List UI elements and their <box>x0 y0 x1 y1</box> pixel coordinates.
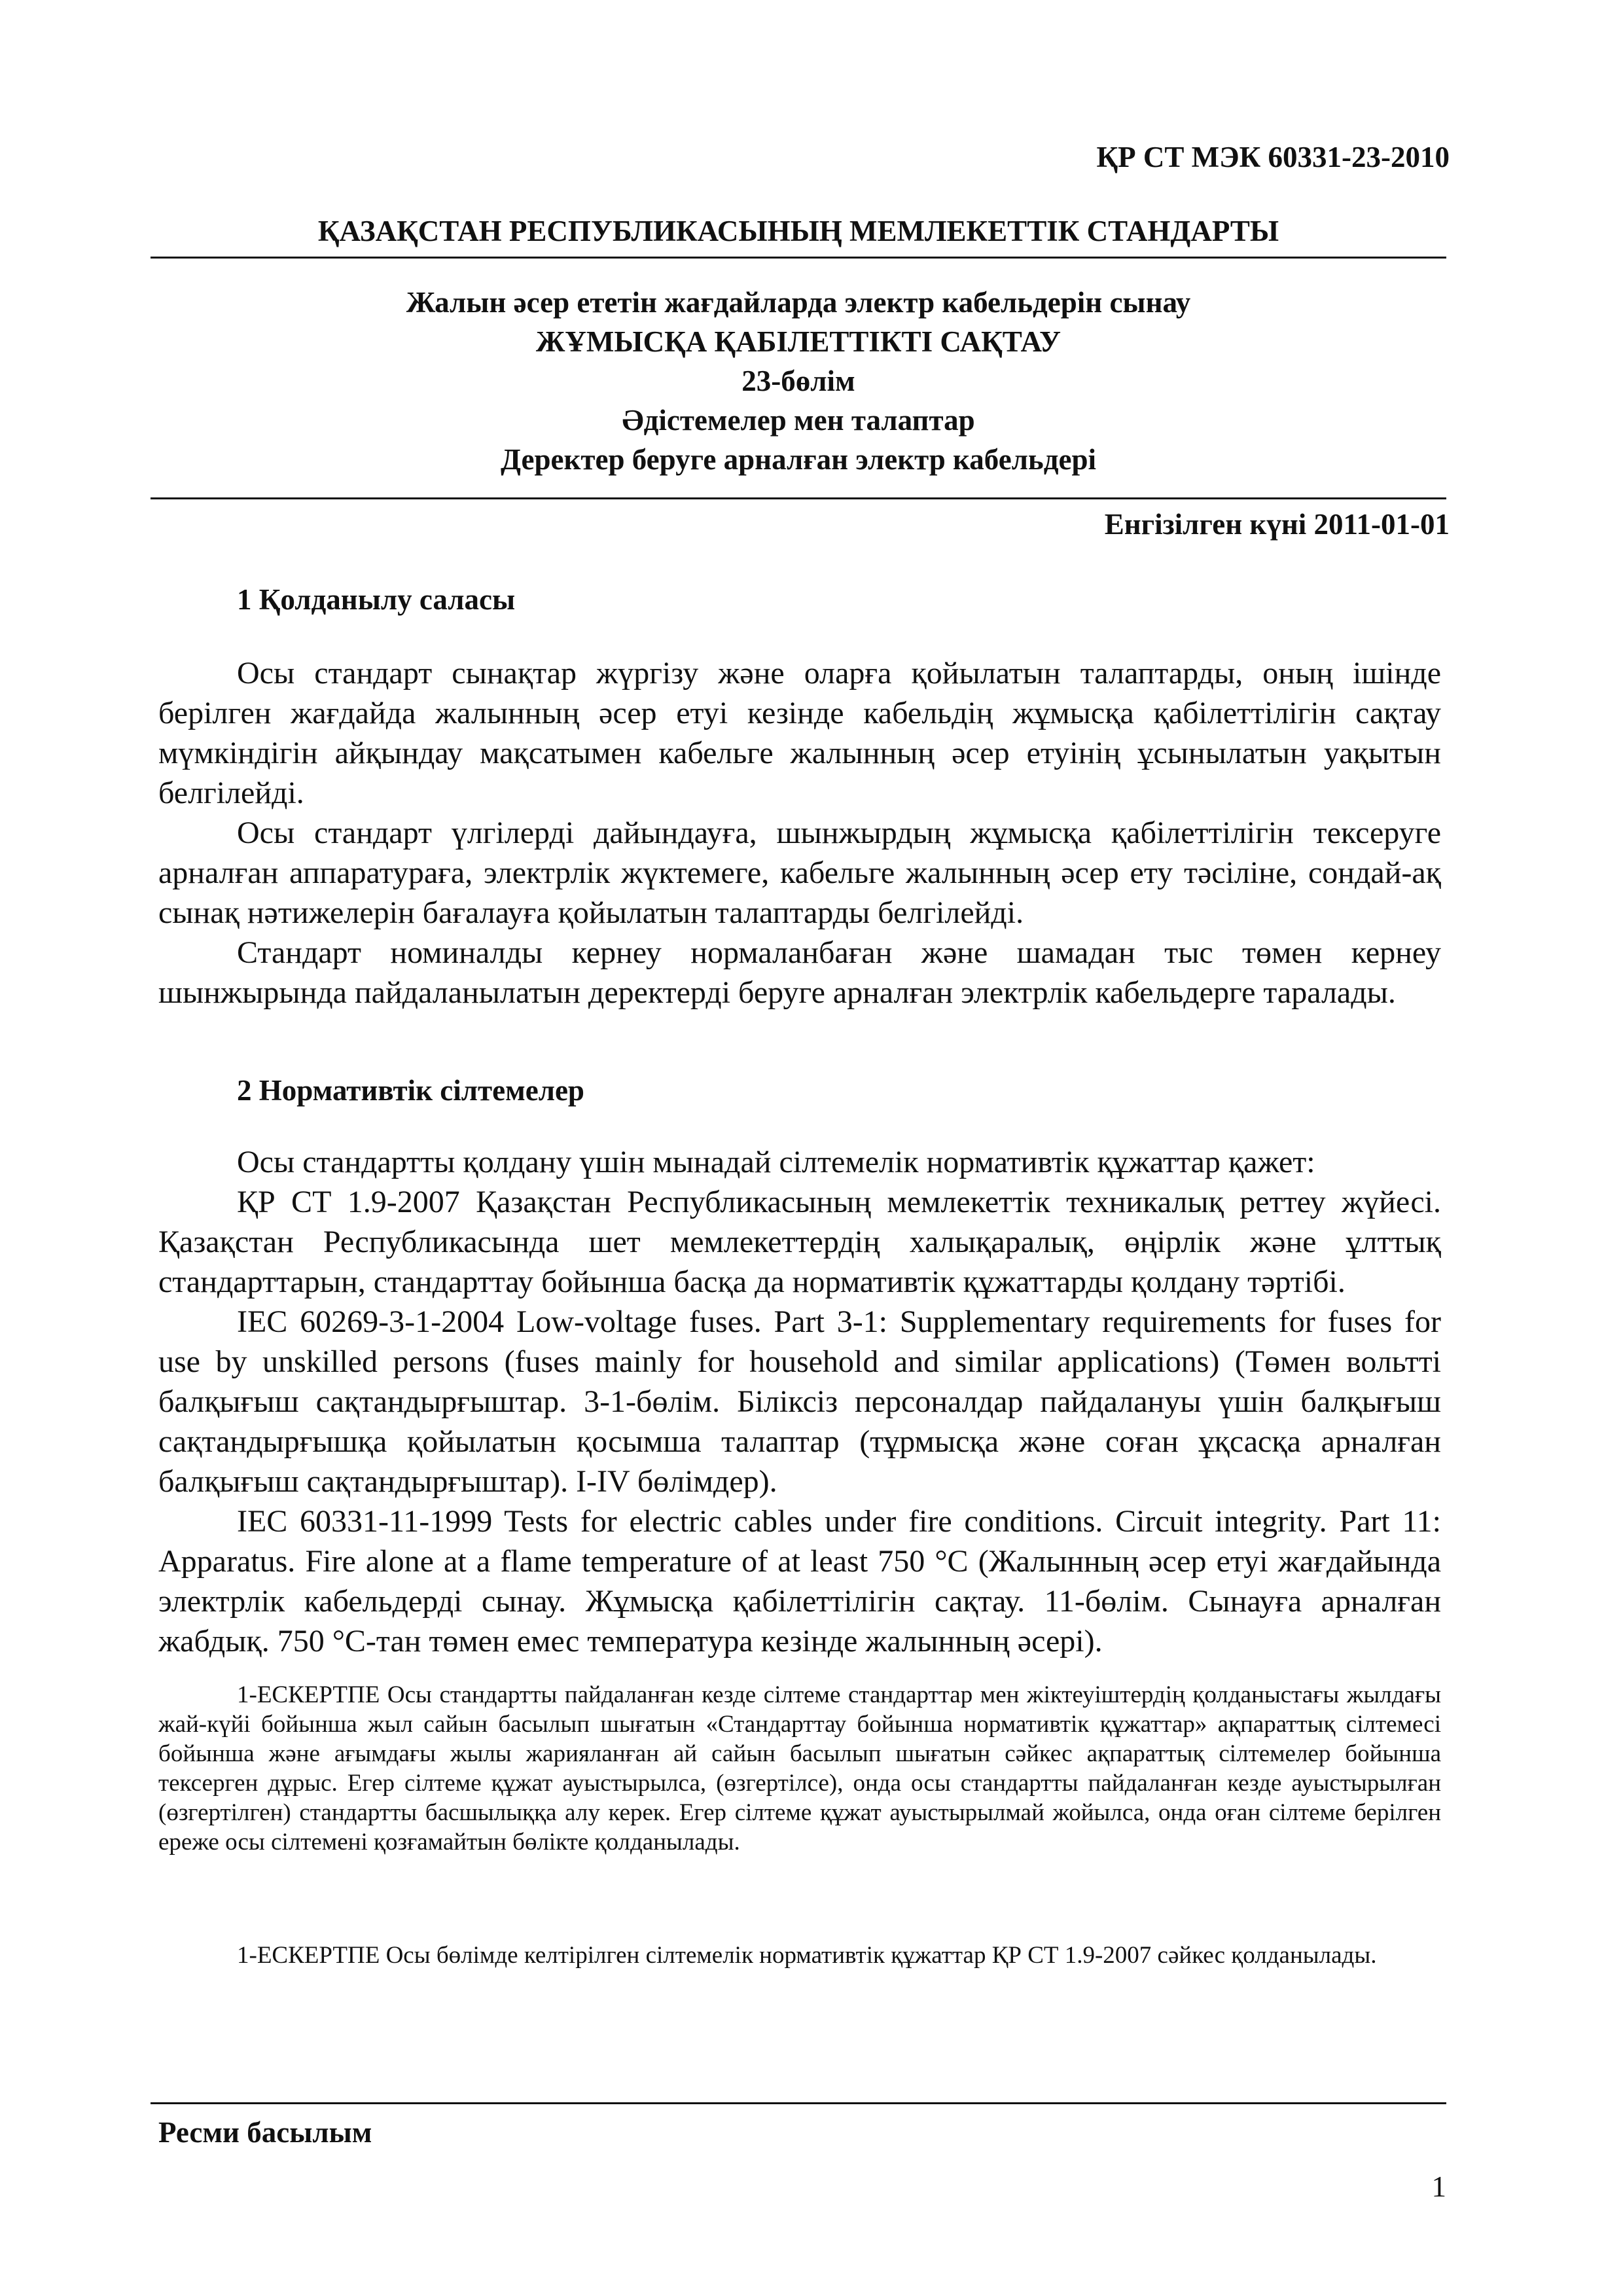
section-1-paragraph-2: Осы стандарт үлгілерді дайындауға, шынжырдың жұмысқа қабілеттілігін тексеруге арналған аппаратураға, электрлік жүктемеге, кабельге жалынның әсер ету тәсіліне, сондай-ақ сынақ нәтижелерін бағалауға қойылатын талаптарды белгілейді. <box>158 816 1441 930</box>
note-1: 1-ЕСКЕРТПЕ Осы стандартты пайдаланған кезде сілтеме стандарттар мен жіктеуіштердің қолданыстағы жылдағы жай-күйі бойынша жыл сайын басылып шығатын «Стандарттау бойынша нормативтік құжаттар» ақпараттық сілтемесі бойынша және ағымдағы жылы жарияланған ай сайын басылып шығатын сәйкес ақпараттық сілтемелер бойынша тексерген дұрыс. Егер сілтеме құжат ауыстырылса, (өзгертілсе), онда осы стандартты пайдаланған кезде ауыстырылған (өзгертілген) стандартты басшылыққа алу керек. Егер сілтеме құжат ауыстырылмай жойылса, онда оған сілтеме берілген ереже осы сілтемені қозғамайтын бөлікте қолданылады. <box>158 1681 1441 1856</box>
section-2-paragraph-1: Осы стандартты қолдану үшін мынадай сілтемелік нормативтік құжаттар қажет: <box>237 1145 1315 1179</box>
section-2-paragraph-3: IEC 60269-3-1-2004 Low-voltage fuses. Part 3-1: Supplementary requirements for fuses for use by unskilled persons (fuses mainly for household and similar applications) (Төмен вольтті балқығыш сақтандырғыштар. 3-1-бөлім. Біліксіз персоналдар пайдалануы үшін балқығыш сақтандырғышқа қойылатын қосымша талаптар (тұрмысқа және соған ұқсасқа арналған балқығыш сақтандырғыштар). I-IV бөлімдер). <box>158 1304 1441 1499</box>
section-1-paragraph-1: Осы стандарт сынақтар жүргізу және оларға қойылатын талаптарды, оның ішінде берілген жағдайда жалынның әсер етуі кезінде кабельдің жұмысқа қабілеттілігін сақтау мүмкіндігін айқындау мақсатымен кабельге жалынның әсер етуінің ұсынылатын уақытын белгілейді. <box>158 656 1441 810</box>
introduction-date: Енгізілген күні 2011-01-01 <box>1104 508 1450 541</box>
section-2-paragraph-4: IEC 60331-11-1999 Tests for electric cables under fire conditions. Circuit integrity. Part 11: Apparatus. Fire alone at a flame temperature of at least 750 °C (Жалынның әсер етуі жағдайында электрлік кабельдерді сынау. Жұмысқа қабілеттілігін сақтау. 11-бөлім. Сынауға арналған жабдық. 750 °С-тан төмен емес температура кезінде жалынның әсері). <box>158 1504 1441 1659</box>
title-rule <box>151 497 1446 499</box>
title-line-4: Әдістемелер мен талаптар <box>622 404 975 437</box>
state-standard-title: ҚАЗАҚСТАН РЕСПУБЛИКАСЫНЫҢ МЕМЛЕКЕТТІК СТАНДАРТЫ <box>317 215 1279 247</box>
section-1-paragraph-3: Стандарт номиналды кернеу нормаланбаған және шамадан тыс төмен кернеу шынжырында пайдаланылатын деректерді беруге арналған электрлік кабельдерге таралады. <box>158 935 1441 1010</box>
note-2: 1-ЕСКЕРТПЕ Осы бөлімде келтірілген сілтемелік нормативтік құжаттар ҚР СТ 1.9-2007 сәйкес қолданылады. <box>237 1942 1377 1969</box>
section-2-paragraph-2: ҚР СТ 1.9-2007 Қазақстан Республикасының мемлекеттік техникалық реттеу жүйесі. Қазақстан Республикасында шет мемлекеттердің халықаралық, өңірлік және ұлттық стандарттарын, стандарттау бойынша басқа да нормативтік құжаттарды қолдану тәртібі. <box>158 1185 1441 1299</box>
header-rule <box>151 257 1446 259</box>
title-line-5: Деректер беруге арналған электр кабельдері <box>501 443 1096 476</box>
official-edition: Ресми басылым <box>158 2116 372 2149</box>
title-line-3: 23-бөлім <box>741 365 855 397</box>
title-line-1: Жалын әсер ететін жағдайларда электр кабельдерін сынау <box>406 286 1191 319</box>
document-title <box>151 283 1446 479</box>
section-1-heading: 1 Қолданылу саласы <box>237 583 516 616</box>
standard-code: ҚР СТ МЭК 60331-23-2010 <box>1096 141 1450 173</box>
page-number: 1 <box>1431 2170 1446 2203</box>
title-line-2: ЖҰМЫСҚА ҚАБІЛЕТТІКТІ САҚТАУ <box>535 325 1061 358</box>
section-2-heading: 2 Нормативтік сілтемелер <box>237 1074 584 1107</box>
footer-rule <box>151 2102 1446 2104</box>
